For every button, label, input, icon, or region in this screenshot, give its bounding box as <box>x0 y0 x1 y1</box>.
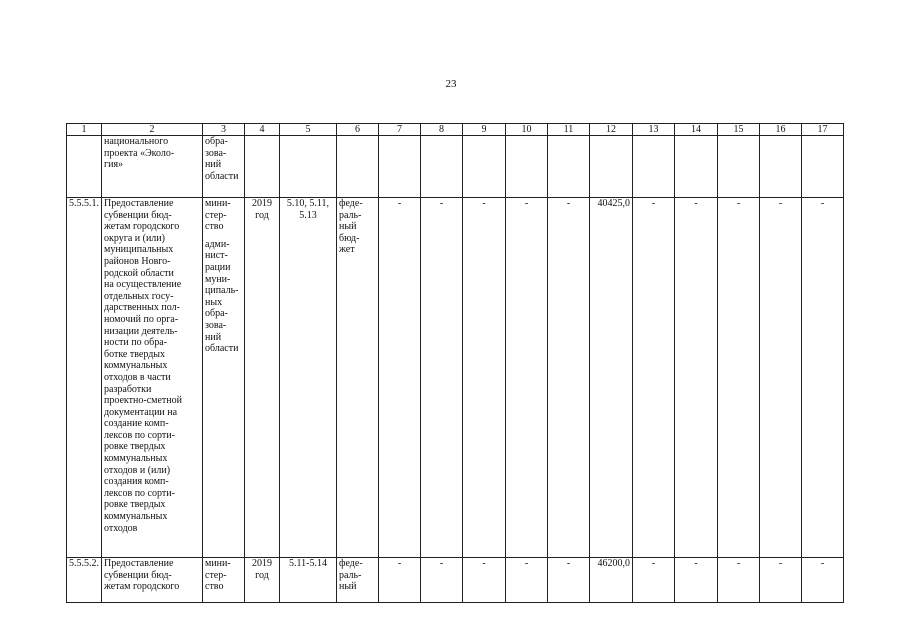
text-line: области <box>205 343 239 355</box>
text-line: дарственных пол- <box>104 302 180 314</box>
text-line: отходов и (или) <box>104 464 171 476</box>
value-cell: - <box>718 558 760 603</box>
column-number: 10 <box>506 124 548 136</box>
value-cell: - <box>506 198 548 558</box>
finance-source-cell <box>337 198 379 558</box>
value-cell: - <box>718 198 760 558</box>
table-row <box>67 558 844 603</box>
text-line: нист- <box>205 250 228 262</box>
row-number-cell <box>67 136 102 198</box>
row-number-cell: 5.5.5.1. <box>67 198 102 558</box>
value-cell: - <box>760 558 802 603</box>
text-line: отдельных госу- <box>104 290 174 302</box>
executor-cell <box>203 198 245 558</box>
executor-cell <box>203 558 245 603</box>
empty-cell <box>633 136 675 198</box>
value-cell: - <box>802 558 844 603</box>
executor-cell <box>203 136 245 198</box>
column-number: 8 <box>421 124 463 136</box>
empty-cell <box>506 136 548 198</box>
text-line: 5.11-5.14 <box>289 558 327 569</box>
text-line: субвенции бюд- <box>104 209 172 221</box>
column-number: 11 <box>548 124 590 136</box>
empty-cell <box>245 136 280 198</box>
text-line: ровке твердых <box>104 499 166 511</box>
text-line: зова- <box>205 319 227 331</box>
value-cell: - <box>463 558 506 603</box>
text-line: феде- <box>339 558 363 569</box>
column-header-row <box>67 124 844 136</box>
column-number: 3 <box>203 124 245 136</box>
text-line: ний <box>205 331 222 343</box>
column-number: 4 <box>245 124 280 136</box>
column-number: 1 <box>67 124 102 136</box>
indicators-cell <box>280 198 337 558</box>
value-cell: - <box>633 198 675 558</box>
text-line: отходов в части <box>104 371 171 383</box>
column-number: 12 <box>590 124 633 136</box>
text-line: области <box>205 170 239 182</box>
text-line: проекта «Эколо- <box>104 147 175 159</box>
column-number: 17 <box>802 124 844 136</box>
measure-name-cell <box>102 558 203 603</box>
column-number: 13 <box>633 124 675 136</box>
text-line: жетам городского <box>104 581 180 593</box>
text-line: создания комп- <box>104 476 169 488</box>
empty-cell <box>421 136 463 198</box>
value-cell: - <box>675 558 718 603</box>
empty-cell <box>548 136 590 198</box>
text-line: разработки <box>104 383 152 395</box>
column-number: 7 <box>379 124 421 136</box>
text-line: стер- <box>205 569 227 581</box>
text-line: год <box>255 569 269 581</box>
page-number: 23 <box>445 78 457 90</box>
empty-cell <box>463 136 506 198</box>
text-line: бюд- <box>339 232 360 244</box>
value-cell: - <box>463 198 506 558</box>
value-cell: - <box>421 558 463 603</box>
text-line: коммунальных <box>104 453 168 465</box>
year-cell <box>245 198 280 558</box>
text-line: создание комп- <box>104 418 169 430</box>
text-line: 2019 <box>252 198 272 209</box>
value-cell: - <box>633 558 675 603</box>
empty-cell <box>675 136 718 198</box>
text-line: лексов по сорти- <box>104 487 175 499</box>
text-line: 5.13 <box>299 209 317 221</box>
empty-cell <box>760 136 802 198</box>
text-line: Предоставление <box>104 558 174 569</box>
empty-cell <box>802 136 844 198</box>
text-line: жет <box>339 244 355 256</box>
column-number: 16 <box>760 124 802 136</box>
text-line: ный <box>339 221 357 233</box>
value-cell: - <box>548 558 590 603</box>
column-number: 6 <box>337 124 379 136</box>
text-line: муниципальных <box>104 244 174 256</box>
value-cell: - <box>379 558 421 603</box>
text-line: проектно-сметной <box>104 395 182 407</box>
text-line: документации на <box>104 406 178 418</box>
text-line: ный <box>339 581 357 593</box>
text-line: стер- <box>205 209 227 221</box>
text-line: зова- <box>205 147 227 159</box>
text-line: обра- <box>205 308 228 320</box>
text-line: раль- <box>339 569 362 581</box>
text-line: мини- <box>205 558 231 569</box>
value-cell: - <box>548 198 590 558</box>
text-line: 5.10, 5.11, <box>286 198 330 209</box>
measure-name-cell <box>102 198 203 558</box>
measure-name-cell <box>102 136 203 198</box>
value-cell: - <box>379 198 421 558</box>
text-line: феде- <box>339 198 363 209</box>
column-number: 15 <box>718 124 760 136</box>
text-line: 2019 <box>252 558 272 569</box>
empty-cell <box>718 136 760 198</box>
column-number: 9 <box>463 124 506 136</box>
value-cell: 46200,0 <box>590 558 633 603</box>
column-number: 14 <box>675 124 718 136</box>
value-cell: - <box>506 558 548 603</box>
text-line: ности по обра- <box>104 337 167 349</box>
text-line: адми- <box>205 238 230 250</box>
text-line: обра- <box>205 136 228 147</box>
text-line: ний <box>205 159 222 171</box>
plan-table <box>66 123 844 603</box>
text-line: ботке твердых <box>104 348 166 360</box>
text-line: ство <box>205 581 224 593</box>
value-cell: 40425,0 <box>590 198 633 558</box>
text-line: низации деятель- <box>104 325 178 337</box>
value-cell: - <box>802 198 844 558</box>
text-line: рации <box>205 261 231 273</box>
text-line: национального <box>104 136 169 147</box>
column-number: 5 <box>280 124 337 136</box>
text-line: год <box>255 209 269 221</box>
text-line: гия» <box>104 159 124 171</box>
year-cell <box>245 558 280 603</box>
text-line: муни- <box>205 273 231 285</box>
text-line: ных <box>205 296 223 308</box>
text-line: раль- <box>339 209 362 221</box>
text-line: номочий по орга- <box>104 313 179 325</box>
text-line: лексов по сорти- <box>104 429 175 441</box>
text-line: округа и (или) <box>104 232 165 244</box>
text-line: Предоставление <box>104 198 174 209</box>
indicators-cell <box>280 558 337 603</box>
value-cell: - <box>421 198 463 558</box>
text-line: мини- <box>205 198 231 209</box>
text-line: ципаль- <box>205 285 239 297</box>
text-line: ровке твердых <box>104 441 166 453</box>
text-line: коммунальных <box>104 360 168 372</box>
value-cell: - <box>675 198 718 558</box>
table-row <box>67 198 844 558</box>
finance-source-cell <box>337 558 379 603</box>
text-line: субвенции бюд- <box>104 569 172 581</box>
column-number: 2 <box>102 124 203 136</box>
text-line: коммунальных <box>104 511 168 523</box>
row-number-cell: 5.5.5.2. <box>67 558 102 603</box>
text-line: ство <box>205 221 224 233</box>
text-line: родской области <box>104 267 174 279</box>
table-row <box>67 136 844 198</box>
text-line: отходов <box>104 522 138 534</box>
text-line: жетам городского <box>104 221 180 233</box>
empty-cell <box>379 136 421 198</box>
empty-cell <box>590 136 633 198</box>
empty-cell <box>337 136 379 198</box>
empty-cell <box>280 136 337 198</box>
text-line: на осуществление <box>104 279 182 291</box>
text-line: районов Новго- <box>104 255 171 267</box>
value-cell: - <box>760 198 802 558</box>
